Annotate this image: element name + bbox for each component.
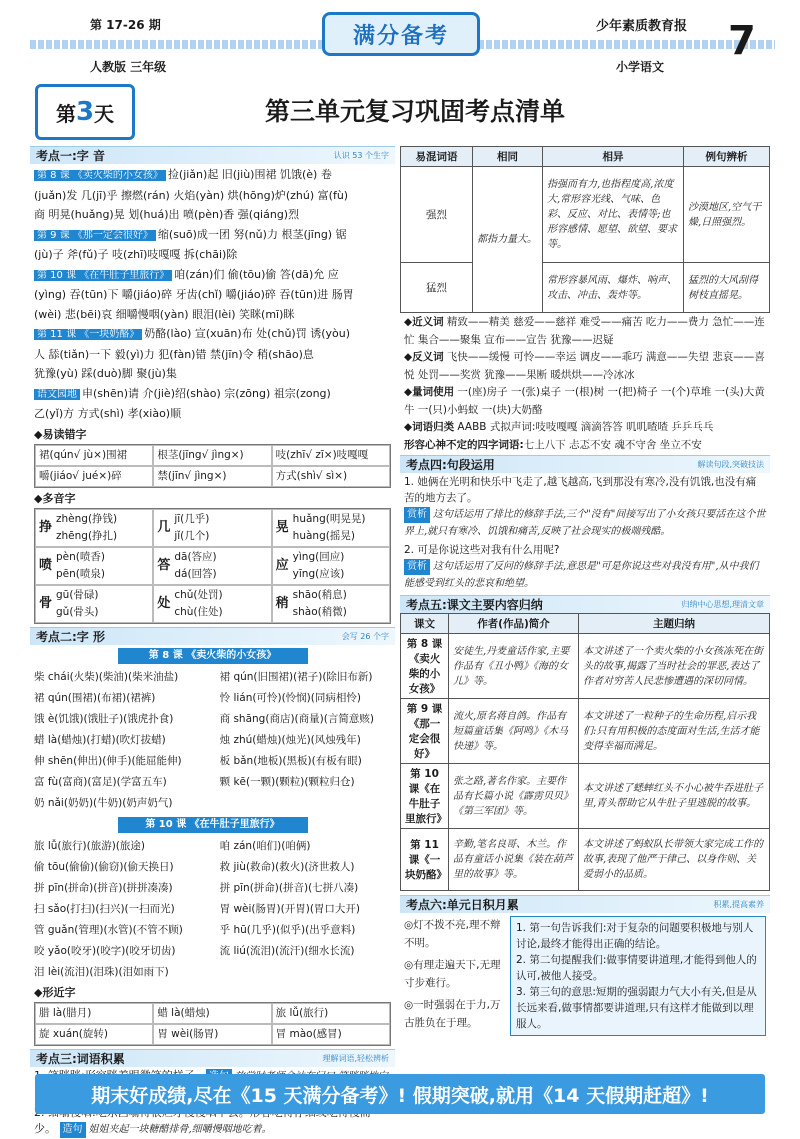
lesson-tag: 第 8 课 《卖火柴的小女孩》 [34, 170, 166, 181]
readings [293, 587, 347, 621]
reading: jǐ(几个) [174, 529, 210, 542]
left-column [30, 146, 395, 1139]
author-intro: 张之路,著名作家。主要作品有长篇小说《霹雳贝贝》《第三军团》等。 [449, 764, 579, 829]
author-intro: 安徒生,丹麦童话作家,主要作品有《丑小鸭》《海的女儿》等。 [449, 634, 579, 699]
polyphone-item [272, 585, 390, 623]
readings [174, 587, 222, 621]
readings [56, 549, 105, 583]
word-entry: 扫 sǎo(打扫)(扫兴)(一扫而光) [34, 902, 175, 915]
reading: dá(回答) [174, 567, 217, 580]
pronunciation-line [34, 245, 391, 265]
lesson-tag: 第 9 课 《那一定会很好》 [34, 230, 156, 241]
line-text: (jù)子 斧(fǔ)子 吱(zhī)吱嘎嘎 拆(chāi)除 [34, 248, 238, 261]
reading: zhēng(挣扎) [56, 529, 118, 542]
polyphone-item [35, 585, 153, 623]
section-hint: 解读句段,突破技法 [697, 460, 764, 469]
saying: ◎灯不拨不亮,理不辩不明。 [404, 919, 501, 949]
polyphone-item [35, 547, 153, 585]
saying: ◎一时强弱在于力,万古胜负在于理。 [404, 999, 501, 1029]
reading: jī(几乎) [174, 512, 210, 525]
polyphone-char: 喷 [39, 558, 53, 573]
subject-label: 小学语文 [616, 60, 665, 74]
pronunciation-line [34, 324, 391, 345]
pronunciation-line [34, 165, 391, 186]
polyphone-title: ◆多音字 [34, 491, 76, 505]
readings [174, 549, 216, 583]
sayings-explanation [510, 916, 766, 1036]
word-row [30, 836, 395, 857]
word-entry: 拼 pīn(拼命)(拼音)(拼拼凑凑) [34, 881, 173, 894]
word-entry: 饿 è(饥饿)(饿肚子)(饿虎扑食) [34, 712, 174, 725]
pronunciation-line [34, 384, 391, 405]
explanation: 2. 第二句提醒我们:做事情要讲道理,才能得到他人的认可,被他人接受。 [516, 954, 757, 982]
lesson-tag: 第 10 课 《在牛肚子里旅行》 [34, 270, 172, 281]
line-text: (yìng) 吞(tūn)下 嚼(jiáo)碎 牙齿(chǐ) 嚼(jiáo)碎 吞(tūn)进 肠胃 [34, 288, 354, 301]
section-pronunciation [30, 146, 395, 164]
lesson-tag: 语文园地 [34, 389, 80, 400]
explanation: 3. 第三句的意思:短期的强弱跟力气大小有关,但是从长远来看,做事情都要讲道理,只有这样才能做到以理服人。 [516, 986, 757, 1030]
line-text: 缩(suō)成一团 努(nǔ)力 根茎(jīng) 锯 [157, 227, 347, 241]
pronunciation-line [34, 225, 391, 246]
pronunciation-line [34, 364, 391, 384]
pronunciation-line [34, 345, 391, 365]
confusable-table: 易混词语 相同 相异 例句辨析 强烈 都指力量大。 指强而有力,也指程度高,浓度大,常形容光线、气味、色彩、反应、对比、表情等;也形容感情、愿望、欲望、要求等。 沙漠地区,空气干燥,日照强烈。 猛烈 常形容暴风雨、爆炸、响声、攻击、冲击、轰炸等。 猛烈的大风刮得树枝直摇晃。 [400, 146, 770, 313]
polyphone-char: 答 [157, 558, 171, 573]
word-row [30, 730, 395, 751]
polyphone-char: 几 [157, 520, 171, 535]
lesson-name: 第 10 课《在牛肚子里旅行》 [401, 764, 449, 829]
word-entry: 颗 kē(一颗)(颗粒)(颗粒归仓) [219, 775, 355, 788]
line-text: (wèi) 悲(bēi)哀 细嚼慢咽(yàn) 眼泪(lèi) 笑眯(mī)眯 [34, 307, 295, 321]
pronunciation-line [34, 404, 391, 424]
line-text: 捡(jiǎn)起 旧(jiù)围裙 饥饿(è) 卷 [167, 168, 332, 181]
line-text: 乙(yǐ)方 方式(shì) 孝(xiào)顺 [34, 407, 182, 420]
word-row [30, 941, 395, 962]
lesson-name: 第 8 课《卖火柴的小女孩》 [401, 634, 449, 699]
section-hint: 认识 53 个生字 [333, 151, 389, 160]
word-row [30, 772, 395, 793]
section-title: 考点五:课文主要内容归纳 [406, 598, 543, 612]
footer-banner: 期末好成绩,尽在《15 天满分备考》! 假期突破,就用《14 天假期赶超》! [35, 1074, 765, 1114]
line-text: 咱(zán)们 偷(tōu)偷 答(dā)允 应 [174, 267, 339, 281]
page-number: 7 [728, 18, 756, 64]
readings [174, 511, 209, 545]
section-vocab [30, 1049, 395, 1067]
wrong-read-title: ◆易读错字 [34, 427, 87, 441]
word-row [30, 751, 395, 772]
measure-words: ◆量词使用 一(座)房子 一(张)桌子 一(根)树 一(把)椅子 一(个)草堆 一(头)大黄牛 一(只)小蚂蚁 一(块)大奶酪 [404, 386, 765, 416]
sentence-items: 1. 她俩在光明和快乐中飞走了,越飞越高,飞到那没有寒冷,没有饥饿,也没有痛苦的地方去了。 赏析 这句话运用了排比的修辞手法,三个"没有"间接写出了小女孩只要活在这个世界上,就只有寒冷、饥饿和痛苦,反映了社会现实的极端残酷。 2. 可是你说这些对我有什么用呢? 赏析 这句话运用了反问的修辞手法,意思是"可是你说这些对我没有用",从中我们能感受到红头的悲哀和绝望。 [404, 476, 766, 589]
column-logo: 满分备考 [322, 12, 480, 56]
day-badge [35, 84, 135, 140]
similar-char-item: 旅 lǚ(旅行) [272, 1003, 390, 1024]
summary-row [401, 829, 770, 891]
right-column [400, 146, 770, 1039]
word-entry: 裙 qún(旧围裙)(裙子)(除旧布新) [219, 670, 373, 683]
day-prefix: 第 [55, 101, 76, 126]
polyphone-item [35, 509, 153, 547]
section-sentences [400, 455, 770, 473]
word-entry: 商 shāng(商店)(商量)(言简意赅) [219, 712, 374, 725]
wrong-read-grid [34, 444, 391, 488]
section-hint: 会写 26 个字 [341, 631, 389, 641]
sayings [404, 916, 504, 1036]
line-text: 商 明晃(huǎng)晃 划(huá)出 喷(pèn)香 强(qiáng)烈 [34, 208, 300, 221]
section-accumulation [400, 895, 770, 913]
word-row [30, 688, 395, 709]
reading: gū(骨碌) [56, 588, 99, 601]
word-entry: 裙 qún(围裙)(布裙)(裙裤) [34, 691, 156, 704]
reading: yīng(应该) [292, 567, 345, 580]
pronunciation-line [34, 186, 391, 206]
summary-row [401, 699, 770, 764]
word-entry: 拼 pīn(拼命)(拼音)(七拼八凑) [219, 881, 359, 894]
readings [293, 511, 366, 545]
word-entry: 救 jiù(救命)(救火)(济世救人) [219, 860, 355, 873]
section-summary [400, 595, 770, 613]
word-row [30, 878, 395, 899]
reading: yìng(回应) [292, 550, 345, 563]
word-row [30, 857, 395, 878]
lesson-name: 第 9 课《那一定会很好》 [401, 699, 449, 764]
similar-char-item: 蜡 là(蜡烛) [153, 1003, 271, 1024]
word-row [30, 709, 395, 730]
word-entry: 烛 zhú(蜡烛)(烛光)(风烛残年) [219, 733, 361, 746]
word-entry: 旅 lǚ(旅行)(旅游)(旅途) [34, 839, 145, 852]
polyphone-char: 稍 [275, 596, 289, 611]
section-title: 考点三:词语积累 [36, 1051, 125, 1066]
summary-table: 课文 作者(作品)简介 主题归纳 第 8 课《卖火柴的小女孩》 安徒生,丹麦童话作家,主要作品有《丑小鸭》《海的女儿》等。 本文讲述了一个卖火柴的小女孩冻死在街头的故事,揭露了当时社会的罪恶,表达了作者对穷苦人民悲惨遭遇的深切同情。 第 9 课《那一定会很好》 流火,原名蒋自鸽。作品有短篇童话集《阿鸣》《木马快递》等。 本文讲述了一粒种子的生命历程,启示我们:只有用积极的态度面对生活,生活才能变得幸福而满足。 第 10 课《在牛肚子里旅行》 张之路,著名作家。主要作品有长篇小说《霹雳贝贝》《第三军团》等。 本文讲述了蟋蟀红头不小心被牛吞进肚子里,青头帮助它从牛肚子里逃脱的故事。 第 11 课《一块奶酪》 辛勤,笔名良哥、木兰。作品有童话小说集《装在葫芦里的故事》等。 本文讲述了蚂蚁队长带领大家完成工作的故事,表现了他严于律己、以身作则、关爱弱小的品质。 [400, 613, 770, 891]
four-char-words: 形容心神不定的四字词语:七上八下 忐忑不安 魂不守舍 坐立不安 [404, 438, 702, 451]
section-hint: 理解词语,轻松辨析 [322, 1053, 389, 1063]
section-title: 考点四:句段运用 [406, 458, 495, 472]
author-intro: 流火,原名蒋自鸽。作品有短篇童话集《阿鸣》《木马快递》等。 [449, 699, 579, 764]
line-text: 申(shēn)请 介(jiè)绍(shào) 宗(zōng) 祖宗(zong) [82, 386, 331, 400]
word-entry: 柴 chái(火柴)(柴油)(柴米油盐) [34, 670, 179, 683]
word-row [30, 899, 395, 920]
similar-char-item: 胃 wèi(肠胃) [153, 1024, 271, 1045]
readings [56, 587, 99, 621]
polyphone-item [153, 509, 271, 547]
lesson-tag: 第 11 课 《一块奶酪》 [34, 329, 142, 340]
lesson-8-words [30, 667, 395, 814]
lesson-name: 第 11 课《一块奶酪》 [401, 829, 449, 891]
pronunciation-line [34, 285, 391, 305]
pronunciation-line [34, 205, 391, 225]
pronunciation-line [34, 305, 391, 325]
edition-label: 人教版 三年级 [90, 60, 167, 74]
issue-number: 第 17-26 期 [90, 18, 161, 32]
wrong-read-item: 吱(zhī√ zī×)吱嘎嘎 [272, 445, 390, 466]
word-entry: 板 bǎn(地板)(黑板)(有板有眼) [219, 754, 362, 767]
page-title: 第三单元复习巩固考点清单 [264, 97, 565, 126]
word-entry: 伸 shēn(伸出)(伸手)(能屈能伸) [34, 754, 182, 767]
polyphone-item [153, 585, 271, 623]
line-text: (juǎn)发 几(jī)乎 擦燃(rán) 火焰(yàn) 烘(hōng)炉(zhú) 富(fù) [34, 188, 349, 202]
reading: gǔ(骨头) [56, 605, 99, 618]
readings [56, 511, 117, 545]
word-entry: 流 liú(流泪)(流汗)(细水长流) [219, 944, 355, 957]
lesson-10-words [30, 836, 395, 983]
similar-char-item: 冒 mào(感冒) [272, 1024, 390, 1045]
summary-row [401, 764, 770, 829]
word-entry: 咬 yǎo(咬牙)(咬字)(咬牙切齿) [34, 944, 176, 957]
word-row [30, 793, 395, 814]
author-intro: 辛勤,笔名良哥、木兰。作品有童话小说集《装在葫芦里的故事》等。 [449, 829, 579, 891]
polyphone-item [272, 509, 390, 547]
antonyms: ◆反义词 飞快——缓慢 可怜——幸运 调皮——乖巧 满意——失望 悲哀——喜悦 处罚——奖赏 犹豫——果断 暖烘烘——冷冰冰 [404, 351, 765, 381]
word-entry: 蜡 là(蜡烛)(打蜡)(吹灯拔蜡) [34, 733, 166, 746]
line-text: 人 舔(tiǎn)一下 毅(yì)力 犯(fàn)错 禁(jīn)令 稍(shāo)息 [34, 347, 314, 361]
word-row [30, 920, 395, 941]
reading: pèn(喷香) [56, 550, 105, 563]
summary-row [401, 634, 770, 699]
similar-char-item: 腊 là(腊月) [35, 1003, 153, 1024]
similar-char-grid [34, 1002, 391, 1046]
reading: shāo(稍息) [292, 588, 347, 601]
reading: chǔ(处罚) [174, 588, 223, 601]
word-entry: 乎 hū(几乎)(似乎)(出乎意料) [219, 923, 356, 936]
section-hint: 积累,提高素养 [713, 900, 764, 909]
word-row [30, 962, 395, 983]
theme-summary: 本文讲述了一个卖火柴的小女孩冻死在街头的故事,揭露了当时社会的罪恶,表达了作者对穷苦人民悲惨遭遇的深切同情。 [579, 634, 770, 699]
word-entry: 怜 lián(可怜)(怜悯)(同病相怜) [219, 691, 361, 704]
section-title: 考点二:字 形 [36, 629, 105, 644]
similar-char-title: ◆形近字 [34, 985, 76, 999]
pronunciation-lines [30, 164, 395, 425]
polyphone-item [153, 547, 271, 585]
vocab-q2: 少。 造句 姐姐夹起一块糖醋排骨,细嚼慢咽地吃着。 [34, 1105, 391, 1138]
word-entry: 偷 tōu(偷偷)(偷窃)(偷天换日) [34, 860, 174, 873]
word-entry: 管 guǎn(管理)(水管)(不管不顾) [34, 923, 183, 936]
reading: dā(答应) [174, 550, 217, 563]
section-title: 考点一:字 音 [36, 149, 105, 163]
polyphone-char: 挣 [39, 520, 53, 535]
day-number: 3 [75, 97, 95, 127]
section-hint: 归纳中心思想,理清文章 [681, 600, 764, 609]
section-title: 考点六:单元日积月累 [406, 898, 519, 912]
pronunciation-line [34, 265, 391, 286]
wrong-read-item: 方式(shì√ sì×) [272, 466, 390, 487]
polyphone-item [272, 547, 390, 585]
reading: huàng(摇晃) [292, 529, 355, 542]
word-lists [400, 313, 770, 455]
polyphone-char: 处 [157, 596, 171, 611]
page-header [0, 0, 800, 76]
reading: chù(住处) [174, 605, 223, 618]
polyphone-grid [34, 508, 391, 624]
polyphone-char: 骨 [39, 596, 53, 611]
explanation: 1. 第一句告诉我们:对于复杂的问题要积极地与别人讨论,最终才能得出正确的结论。 [516, 922, 754, 950]
readings [293, 549, 345, 583]
wrong-read-item: 根茎(jīng√ jìng×) [153, 445, 271, 466]
similar-char-item: 旋 xuán(旋转) [35, 1024, 153, 1045]
theme-summary: 本文讲述了一粒种子的生命历程,启示我们:只有用积极的态度面对生活,生活才能变得幸福而满足。 [579, 699, 770, 764]
theme-summary: 本文讲述了蚂蚁队长带领大家完成工作的故事,表现了他严于律己、以身作则、关爱弱小的品质。 [579, 829, 770, 891]
section-writing [30, 627, 395, 645]
line-text: 犹豫(yù) 踩(duò)脚 聚(jù)集 [34, 367, 177, 380]
word-category: ◆词语归类 AABB 式拟声词:吱吱嘎嘎 滴滴答答 叽叽喳喳 乒乒乓乓 [404, 421, 714, 433]
wrong-read-item: 嚼(jiáo√ jué×)碎 [35, 466, 153, 487]
day-suffix: 天 [94, 101, 115, 126]
lesson-10-tag: 第 10 课 《在牛肚子里旅行》 [118, 817, 308, 833]
word-row [30, 667, 395, 688]
wrong-read-item: 禁(jīn√ jìng×) [153, 466, 271, 487]
paper-name: 少年素质教育报 [596, 19, 688, 34]
word-entry: 奶 nǎi(奶奶)(牛奶)(奶声奶气) [34, 796, 173, 809]
reading: pēn(喷泉) [56, 567, 105, 580]
line-text: 奶酪(lào) 宣(xuān)布 处(chǔ)罚 诱(yòu) [144, 327, 351, 340]
wrong-read-item: 裙(qún√ jù×)围裙 [35, 445, 153, 466]
word-entry: 胃 wèi(肠胃)(开胃)(胃口大开) [219, 902, 361, 915]
reading: shào(稍微) [292, 605, 347, 618]
word-entry: 泪 lèi(流泪)(泪珠)(泪如雨下) [34, 965, 169, 978]
lesson-8-tag: 第 8 课 《卖火柴的小女孩》 [118, 648, 308, 664]
accumulation-body [400, 913, 770, 1039]
saying: ◎有理走遍天下,无理寸步难行。 [404, 959, 501, 989]
word-entry: 富 fù(富商)(富足)(学富五车) [34, 775, 167, 788]
synonyms: ◆近义词 精致——精美 慈爱——慈祥 难受——痛苦 吃力——费力 急忙——连忙 集合——聚集 宣布——宣告 犹豫——迟疑 [404, 316, 765, 346]
reading: zhèng(挣钱) [56, 512, 118, 525]
theme-summary: 本文讲述了蟋蟀红头不小心被牛吞进肚子里,青头帮助它从牛肚子里逃脱的故事。 [579, 764, 770, 829]
polyphone-char: 晃 [275, 520, 289, 535]
polyphone-char: 应 [275, 558, 289, 573]
reading: huǎng(明晃晃) [292, 512, 366, 525]
word-entry: 咱 zán(咱们)(咱俩) [219, 839, 311, 852]
